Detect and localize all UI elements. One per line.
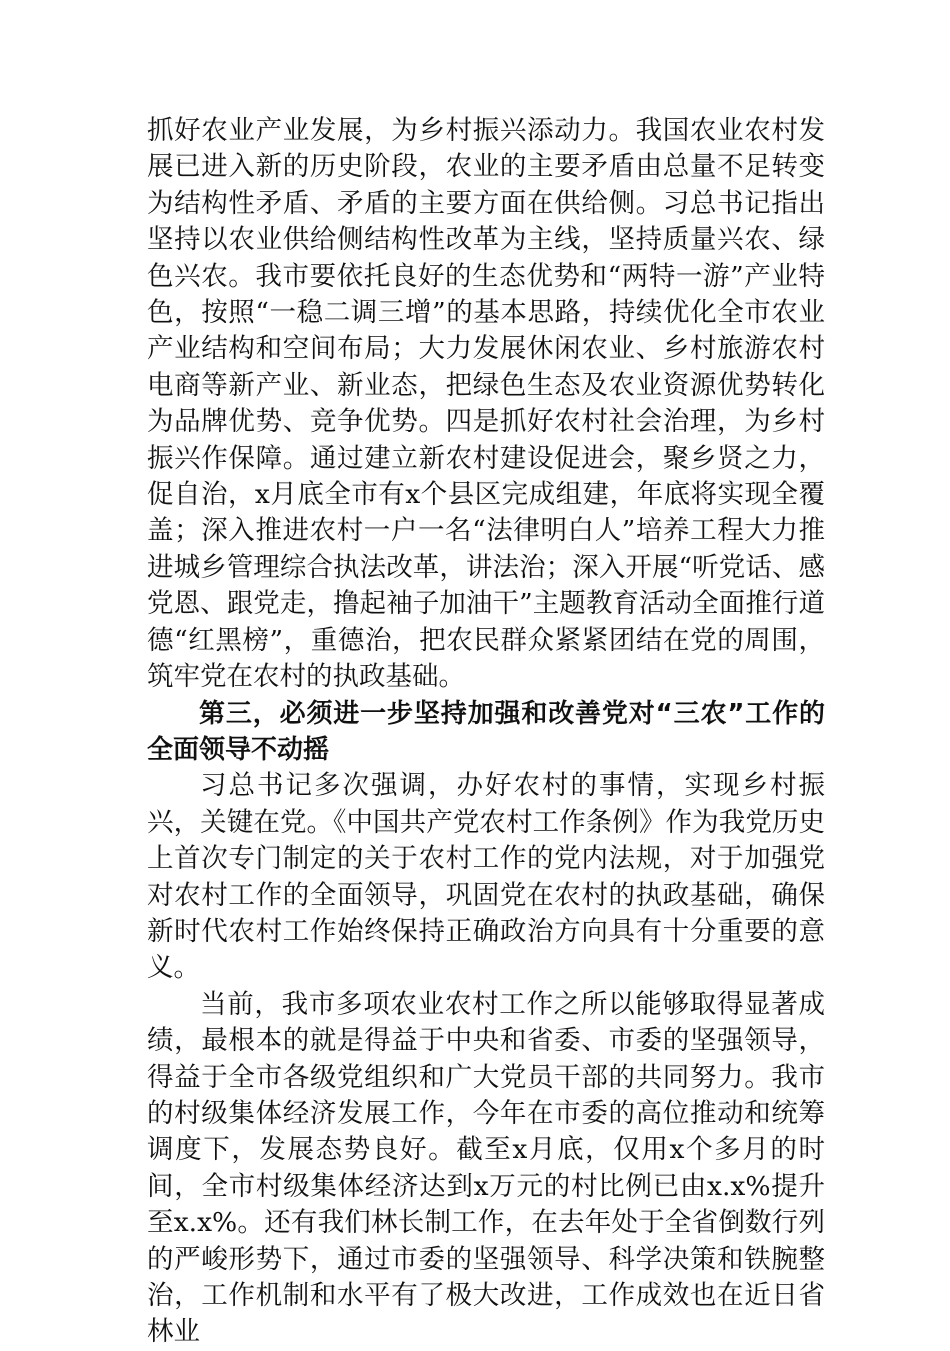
paragraph-party-leadership: 习总书记多次强调，办好农村的事情，实现乡村振兴，关键在党。《中国共产党农村工作条例》作为我党历史上首次专门制定的关于农村工作的党内法规，对于加强党对农村工作的全面领导，巩固党在农村的执政基础，确保新时代农村工作始终保持正确政治方向具有十分重要的意义。 xyxy=(147,770,825,984)
paragraph-current-achievements: 当前，我市多项农业农村工作之所以能够取得显著成绩，最根本的就是得益于中央和省委、市委的坚强领导，得益于全市各级党组织和广大党员干部的共同努力。我市的村级集体经济发展工作，今年在市委的高位推动和统筹调度下，发展态势良好。截至x月底，仅用x个多月的时间，全市村级集体经济达到x万元的村比例已由x.x%提升至x.x%。还有我们林长制工作，在去年处于全省倒数行列的严峻形势下，通过市委的坚强领导、科学决策和铁腕整治，工作机制和水平有了极大改进，工作成效也在近日省林业 xyxy=(147,988,825,1348)
section-heading-third: 第三，必须进一步坚持加强和改善党对“三农”工作的全面领导不动摇 xyxy=(147,698,825,765)
paragraph-agriculture-industry: 抓好农业产业发展，为乡村振兴添动力。我国农业农村发展已进入新的历史阶段，农业的主要矛盾由总量不足转变为结构性矛盾、矛盾的主要方面在供给侧。习总书记指出坚持以农业供给侧结构性改革为主线，坚持质量兴农、绿色兴农。我市要依托良好的生态优势和“两特一游”产业特色，按照“一稳二调三增”的基本思路，持续优化全市农业产业结构和空间布局；大力发展休闲农业、乡村旅游农村电商等新产业、新业态，把绿色生态及农业资源优势转化为品牌优势、竞争优势。四是抓好农村社会治理，为乡村振兴作保障。通过建立新农村建设促进会，聚乡贤之力，促自治，x月底全市有x个县区完成组建，年底将实现全覆盖；深入推进农村一户一名“法律明白人”培养工程大力推进城乡管理综合执法改革，讲法治；深入开展“听党话、感党恩、跟党走，撸起袖子加油干”主题教育活动全面推行道德“红黑榜”，重德治，把农民群众紧紧团结在党的周围，筑牢党在农村的执政基础。 xyxy=(147,115,825,693)
document-body xyxy=(147,113,825,1351)
